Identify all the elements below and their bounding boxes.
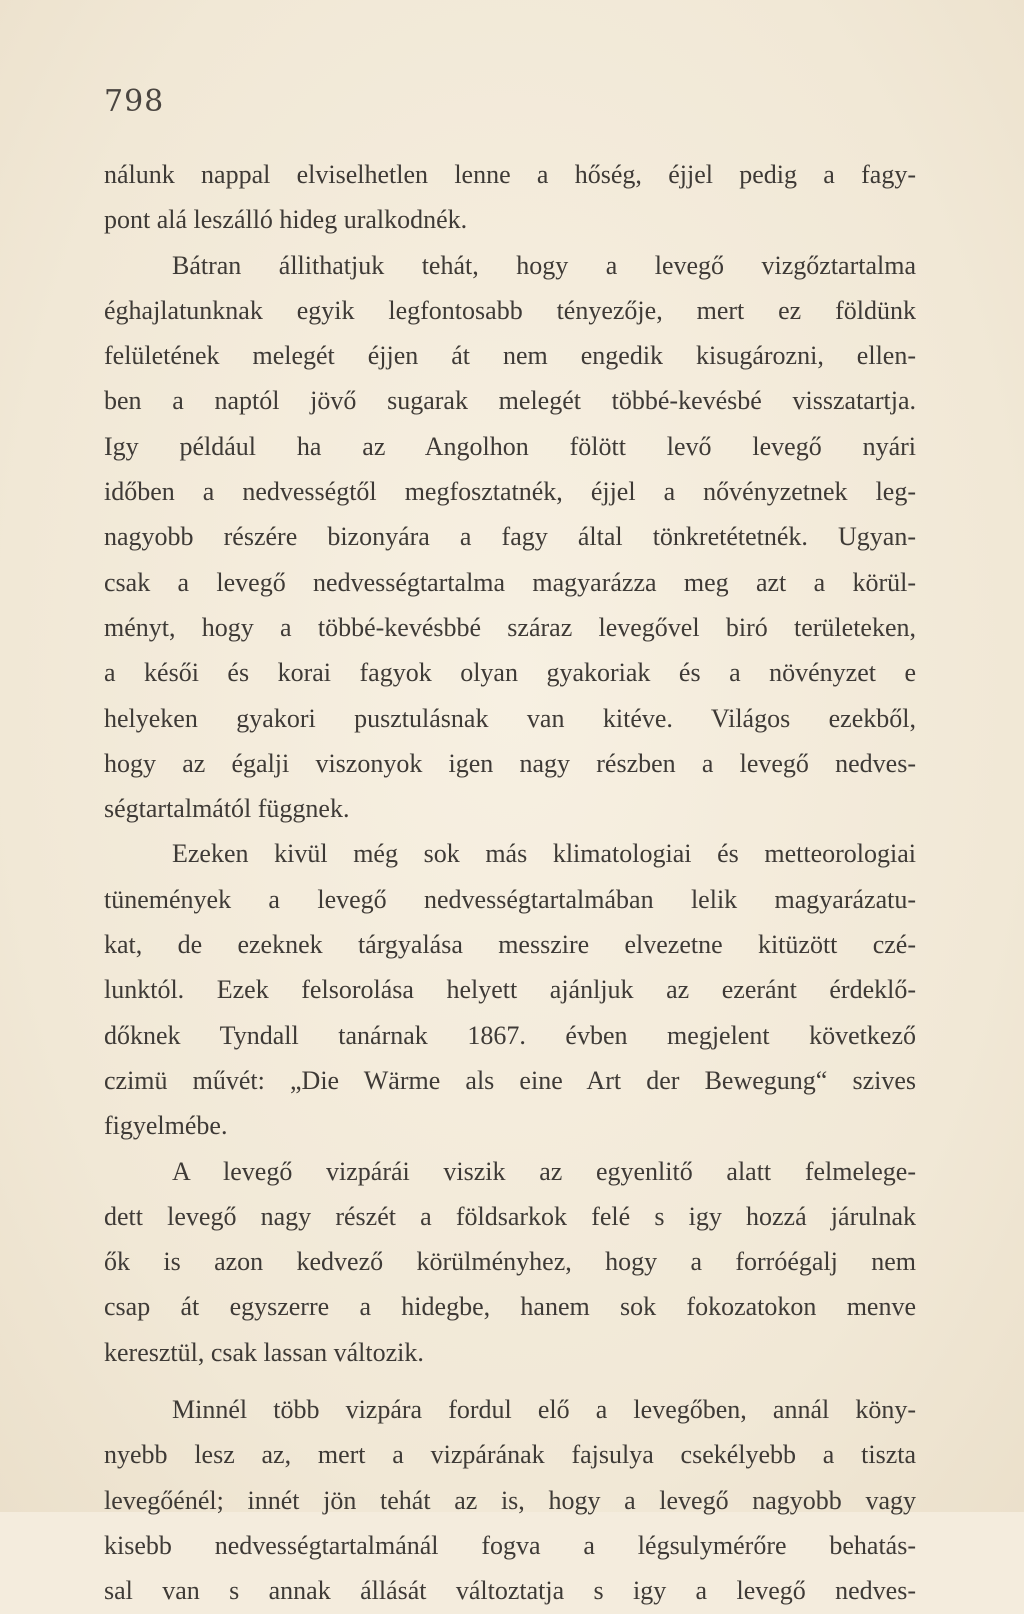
text-line: levegőénél; innét jön tehát az is, hogy a levegő nagyobb vagy	[104, 1485, 916, 1515]
text-line: dőknek Tyndall tanárnak 1867. évben megjelent következő	[104, 1020, 916, 1050]
text-line: a késői és korai fagyok olyan gyakoriak és a növényzet e	[104, 658, 916, 688]
text-line: Bátran állithatjuk tehát, hogy a levegő vizgőztartalma	[172, 250, 916, 280]
text-line: dett levegő nagy részét a földsarkok felé s igy hozzá járulnak	[104, 1201, 916, 1231]
text-line: ségtartalmától függnek.	[104, 794, 350, 824]
text-line: csak a levegő nedvességtartalma magyarázza meg azt a körül-	[104, 567, 916, 597]
text-line: figyelmébe.	[104, 1111, 228, 1141]
text-line: sal van s annak állását változtatja s igy a levegő nedves-	[104, 1576, 916, 1606]
text-line: nálunk nappal elviselhetlen lenne a hőség, éjjel pedig a fagy-	[104, 160, 916, 189]
text-line: Ezeken kivül még sok más klimatologiai és metteorologiai	[172, 839, 916, 869]
text-line: keresztül, csak lassan változik.	[104, 1337, 424, 1367]
paragraph-gap	[104, 1375, 916, 1387]
text-line: ők is azon kedvező körülményhez, hogy a forróégalj nem	[104, 1247, 916, 1277]
text-line: csap át egyszerre a hidegbe, hanem sok fokozatokon menve	[104, 1292, 916, 1322]
text-line: A levegő vizpárái viszik az egyenlitő alatt felmelege-	[172, 1156, 916, 1186]
text-line: czimü művét: „Die Wärme als eine Art der Bewegung“ szives	[104, 1065, 916, 1095]
text-line: kat, de ezeknek tárgyalása messzire elvezetne kitüzött czé-	[104, 930, 916, 960]
text-line: Minnél több vizpára fordul elő a levegőben, annál köny-	[172, 1395, 916, 1425]
body-text	[104, 152, 916, 1614]
text-line: helyeken gyakori pusztulásnak van kitéve. Világos ezekből,	[104, 703, 916, 733]
text-line: kisebb nedvességtartalmánál fogva a légsulymérőre behatás-	[104, 1530, 916, 1560]
text-line: tünemények a levegő nedvességtartalmában lelik magyarázatu-	[104, 884, 916, 914]
text-line: nagyobb részére bizonyára a fagy által tönkretétetnék. Ugyan-	[104, 522, 916, 552]
text-line: pont alá leszálló hideg uralkodnék.	[104, 205, 468, 235]
text-line: hogy az égalji viszonyok igen nagy részben a levegő nedves-	[104, 748, 916, 778]
text-line: ben a naptól jövő sugarak melegét többé-kevésbé visszatartja.	[104, 386, 916, 416]
page-number: 798	[104, 84, 165, 119]
text-line: nyebb lesz az, mert a vizpárának fajsulya csekélyebb a tiszta	[104, 1440, 916, 1470]
text-line: ményt, hogy a többé-kevésbbé száraz levegővel biró területeken,	[104, 612, 916, 642]
text-line: éghajlatunknak egyik legfontosabb tényezője, mert ez földünk	[104, 295, 916, 325]
text-line: felületének melegét éjjen át nem engedik kisugározni, ellen-	[104, 341, 916, 371]
text-line: Igy például ha az Angolhon fölött levő levegő nyári	[104, 431, 916, 461]
text-line: időben a nedvességtől megfosztatnék, éjjel a nővényzetnek leg-	[104, 477, 916, 507]
text-line: lunktól. Ezek felsorolása helyett ajánljuk az ezeránt érdeklő-	[104, 975, 916, 1005]
